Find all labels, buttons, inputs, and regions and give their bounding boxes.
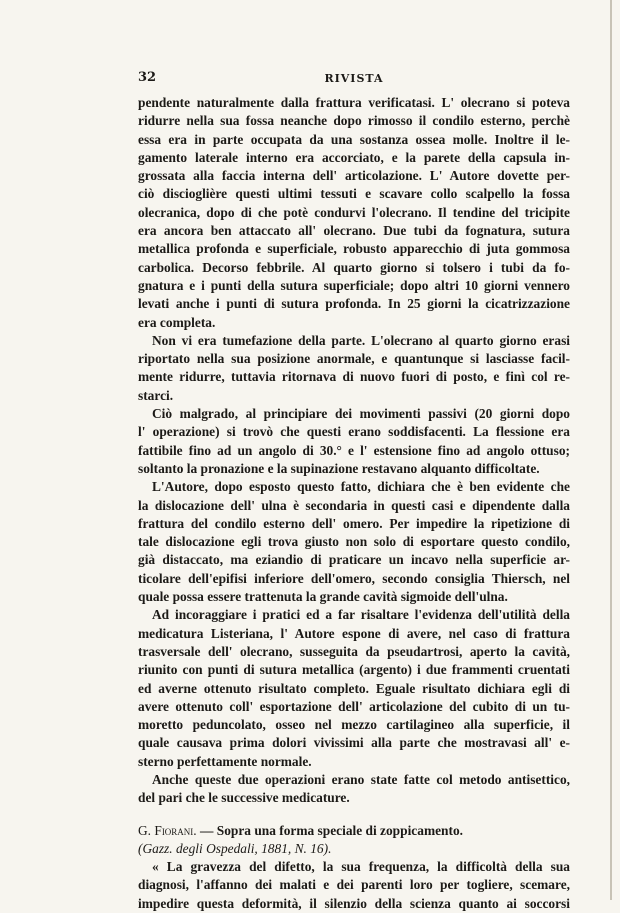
article-citation: (Gazz. degli Ospedali, 1881, N. 16). bbox=[138, 840, 332, 856]
text-line: essa era in parte occupata da una sostanza ossea molle. Inoltre il le- bbox=[138, 131, 570, 147]
text-line: L'Autore, dopo esposto questo fatto, dichiara che è ben evidente che bbox=[152, 479, 570, 495]
article-title: Sopra una forma speciale di zoppicamento. bbox=[216, 822, 463, 838]
text-line: quale causava prima dolori vivissimi alla parte che mostravasi all' e- bbox=[138, 735, 570, 751]
page-number: 32 bbox=[138, 70, 157, 85]
text-line: moretto peduncolato, osseo nel mezzo cartilagineo alla superficie, il bbox=[138, 717, 570, 733]
text-line: riportato nella sua posizione anormale, e quantunque si lasciasse facil- bbox=[138, 351, 570, 367]
heading-dash: — bbox=[196, 822, 217, 838]
text-line: del pari che le successive medicature. bbox=[138, 790, 350, 806]
text-line: tale dislocazione egli trova giusto non solo di esportare questo condilo, bbox=[138, 534, 570, 550]
text-line: l' operazione) si trovò che questi erano soddisfacenti. La flessione era bbox=[138, 424, 570, 440]
text-line: sterno perfettamente normale. bbox=[138, 753, 312, 769]
text-line: riunito con punti di sutura metallica (argento) i due frammenti cruentati bbox=[138, 662, 570, 678]
text-line: Non vi era tumefazione della parte. L'olecrano al quarto giorno erasi bbox=[152, 332, 570, 348]
text-line: trasversale dell' olecrano, susseguita da pseudartrosi, aperto la cavità, bbox=[138, 643, 570, 659]
article-author: G. Fiorani. bbox=[138, 822, 197, 838]
text-line: medicatura Listeriana, l' Autore espone di avere, nel caso di frattura bbox=[138, 625, 570, 641]
text-line: gamento laterale interno era accorciato, e la parete della capsula in- bbox=[138, 149, 570, 165]
text-line: levati anche i punti di sutura profonda. In 25 giorni la cicatrizzazione bbox=[138, 296, 570, 312]
text-line: diagnosi, l'affanno dei malati e dei parenti loro per togliere, scemare, bbox=[138, 877, 570, 893]
article-body bbox=[138, 94, 570, 913]
running-title: RIVISTA bbox=[324, 72, 384, 85]
text-line: olecranica, dopo di che potè condurvi l'olecrano. Il tendine del tricipite bbox=[138, 204, 570, 220]
text-line: Ciò malgrado, al principiare dei movimenti passivi (20 giorni dopo bbox=[152, 406, 570, 422]
text-line: ridurre nella sua fossa neanche dopo rimosso il condilo esterno, perchè bbox=[138, 113, 570, 129]
text-line: mente ridurre, tuttavia ritornava di nuovo fuori di posto, e finì col re- bbox=[138, 369, 570, 385]
text-line: metallica profonda e superficiale, robusto apparecchio di juta gommosa bbox=[138, 241, 570, 257]
text-line: Ad incoraggiare i pratici ed a far risaltare l'evidenza dell'utilità della bbox=[152, 607, 570, 623]
text-line: starci. bbox=[138, 387, 174, 403]
section-gap bbox=[138, 808, 570, 822]
article-heading bbox=[138, 822, 570, 840]
text-line: carbolica. Decorso febbrile. Al quarto giorno si tolsero i tubi da fo- bbox=[138, 259, 570, 275]
text-line: già distaccato, ma eziandio di praticare un incavo nella superficie ar- bbox=[138, 552, 570, 568]
text-line: era completa. bbox=[138, 314, 216, 330]
text-line: grossata alla faccia interna dell' articolazione. L' Autore dovette per- bbox=[138, 168, 570, 184]
text-line: soltanto la pronazione e la supinazione restavano alquanto difficoltate. bbox=[138, 460, 540, 476]
page-edge bbox=[610, 0, 612, 900]
text-line: fattibile fino ad un angolo di 30.° e l' estensione fino ad angolo ottuso; bbox=[138, 442, 570, 458]
text-line: ticolare dell'epifisi inferiore dell'omero, secondo consiglia Thiersch, nel bbox=[138, 570, 570, 586]
text-line: Anche queste due operazioni erano state fatte col metodo antisettico, bbox=[152, 771, 570, 787]
page-header bbox=[138, 70, 570, 90]
text-line: gnatura e i punti della sutura superficiale; dopo altri 10 giorni vennero bbox=[138, 277, 570, 293]
text-line: impedire questa deformità, il silenzio della scienza quanto ai soccorsi bbox=[138, 895, 570, 911]
text-line: « La gravezza del difetto, la sua frequenza, la difficoltà della sua bbox=[152, 859, 570, 875]
text-line: quale possa essere trattenuta la grande cavità sigmoide dell'ulna. bbox=[138, 589, 508, 605]
text-line: era ancora ben attaccato all' olecrano. Due tubi da fognatura, sutura bbox=[138, 223, 570, 239]
text-line: frattura del condilo esterno dell' omero. Per impedire la ripetizione di bbox=[138, 515, 570, 531]
text-line: ciò discioglière questi ultimi tessuti e scavare collo scalpello la fossa bbox=[138, 186, 570, 202]
text-line: ed averne ottenuto risultato completo. Eguale risultato dichiara egli di bbox=[138, 680, 570, 696]
text-line: avere ottenuto coll' esportazione dell' articolazione del cubito di un tu- bbox=[138, 698, 570, 714]
text-line: la dislocazione dell' ulna è secondaria in questi casi e dipendente dalla bbox=[138, 497, 570, 513]
text-line: pendente naturalmente dalla frattura verificatasi. L' olecrano si poteva bbox=[138, 95, 570, 110]
